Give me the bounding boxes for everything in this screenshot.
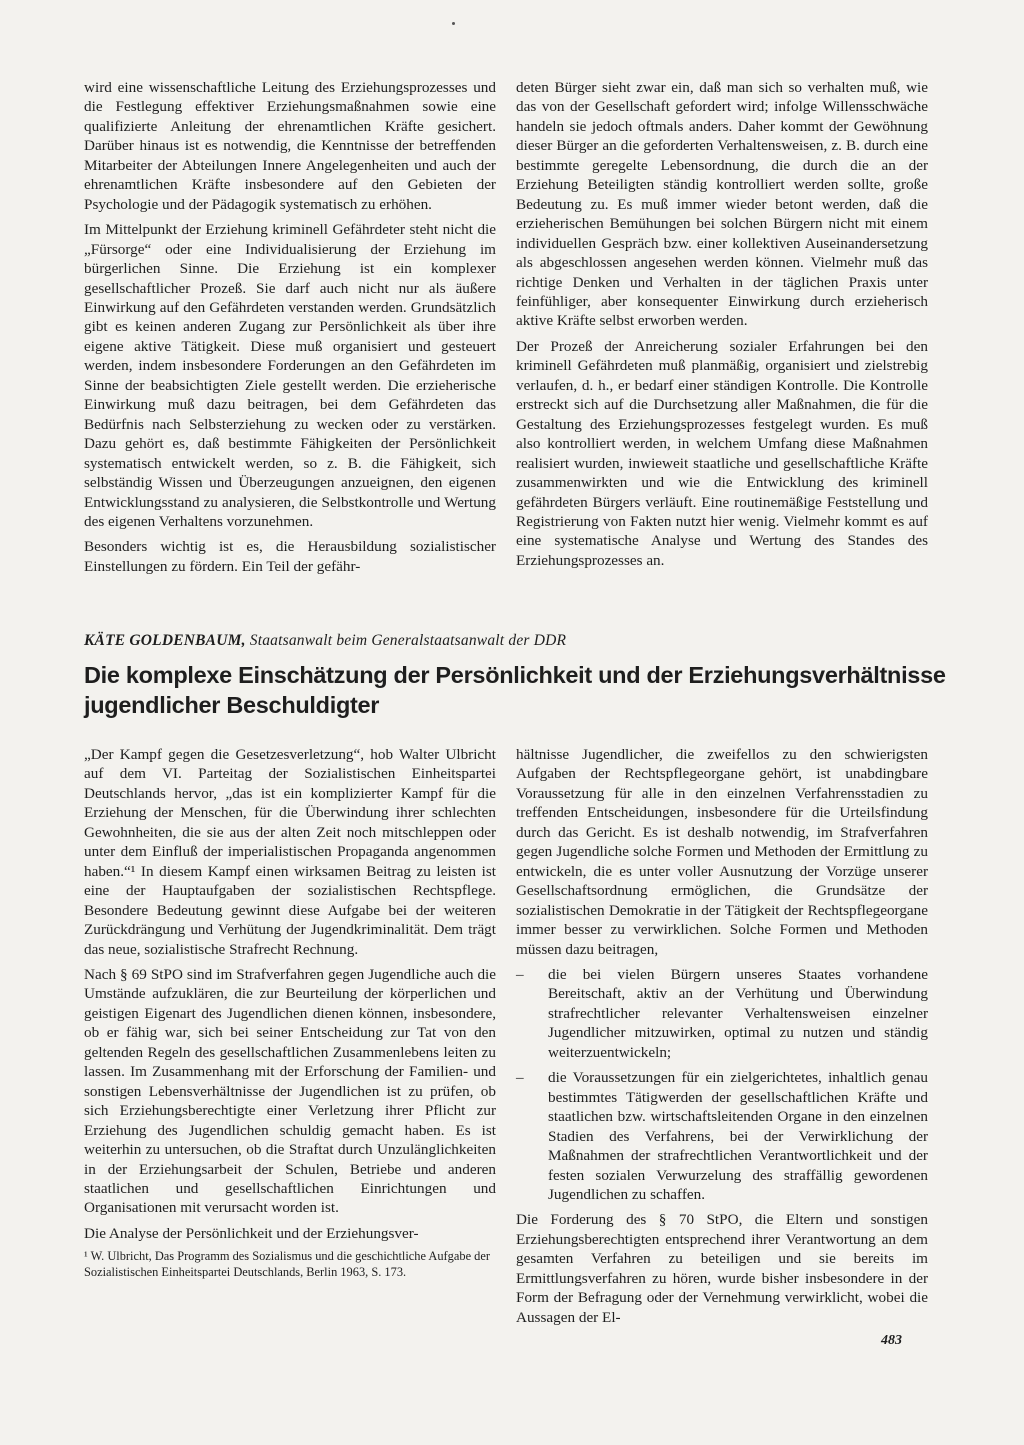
paragraph: „Der Kampf gegen die Gesetzesverletzung“, hob Walter Ulbricht auf dem VI. Parteitag der Sozialistischen Einheitspartei Deutschlands hervor, „das ist ein komplizierter Kampf für die Erziehung der Menschen, für die Überwindung ihrer schlechten Gewohnheiten, die sie aus der alten Zeit noch mitschleppen oder unter dem Einfluß der imperialistischen Propaganda angenommen haben.“¹ In diesem Kampf einen wirksamen Beitrag zu leisten ist eine der Hauptaufgaben der sozialistischen Rechtspflege. Besondere Bedeutung gewinnt diese Aufgabe bei der weiteren Zurückdrängung und Verhütung der Jugendkriminalität. Dem trägt das neue, sozialistische Strafrecht Rechnung. (84, 746, 496, 958)
list-item-text: die bei vielen Bürgern unseres Staates vorhandene Bereitschaft, aktiv an der Verhütung und Überwindung strafrechtlicher relevanter Verhaltensweisen einzelner Jugendlicher mitzuwirken, optimal zu nutzen und ständig weiterzuentwickeln; (548, 965, 928, 1061)
paragraph: Die Forderung des § 70 StPO, die Eltern und sonstigen Erziehungsberechtigten entsprechend ihrer Verantwortung an dem gesamten Verfahren zu beteiligen und sie bereits im Ermittlungsverfahren zu hören, wurde bisher insbesondere in der Form der Befragung oder der Vernehmung verwirklicht, wobei die Aussagen der El- (516, 1211, 928, 1326)
dash-marker: – (516, 1069, 524, 1087)
paragraph: deten Bürger sieht zwar ein, daß man sich so verhalten muß, wie das von der Gesellschaft gefordert wird; infolge Willensschwäche handeln sie jedoch oftmals anders. Daher kommt der Gewöhnung dieser Bürger an die geforderten Verhaltensweisen, z. B. durch eine bestimmte geregelte Lebensordnung, die durch die an der Erziehung Beteiligten ständig kontrolliert werden sollte, große Bedeutung zu. Es muß immer wieder betont werden, daß die erzieherischen Bemühungen bei solchen Bürgern nicht mit einem individuellen Gespräch bzw. einer kollektiven Auseinandersetzung als abgeschlossen angesehen werden können. Vielmehr muß das richtige Denken und Verhalten in der täglichen Praxis unter feinfühliger, aber konsequenter Einwirkung durch erzieherisch aktive Kräfte selbst erworben werden. (516, 79, 928, 330)
page-number: 483 (881, 1333, 902, 1348)
dash-list-item (516, 965, 928, 1062)
list-item-text: die Voraussetzungen für ein zielgerichtetes, inhaltlich genau bestimmtes Tätigwerden der gesellschaftlichen Kräfte und staatlichen bzw. wirtschaftsleitenden Organe in den einzelnen Stadien des Verfahrens, bei der Verwirklichung der Maßnahmen der strafrechtlichen Verantwortlichkeit und der festen sozialen Verwurzelung des straffällig gewordenen Jugendlichen zu schaffen. (548, 1069, 928, 1203)
article-right-column (516, 745, 928, 1333)
article-title: Die komplexe Einschätzung der Persönlichkeit und der Erziehungsverhältnisse jugendlicher Beschuldigter (84, 662, 946, 718)
author-name: KÄTE GOLDENBAUM, (84, 632, 246, 649)
dash-marker: – (516, 965, 524, 983)
top-left-column (84, 78, 496, 582)
paragraph: hältnisse Jugendlicher, die zweifellos zu den schwierigsten Aufgaben der Rechtspflegeorgane gehört, ist unabdingbare Voraussetzung für alle in den einzelnen Verfahrensstadien zu treffenden Entscheidungen, insbesondere für die Urteilsfindung durch das Gericht. Es ist deshalb notwendig, im Strafverfahren gegen Jugendliche solche Formen und Methoden der Ermittlung zu entwickeln, die es unter voller Ausnutzung der Vorzüge unserer Gesellschaftsordnung ermöglichen, die Grundsätze der sozialistischen Demokratie in der Tätigkeit der Rechtspflegeorgane immer besser zu verwirklichen. Solche Formen und Methoden müssen dazu beitragen, (516, 746, 928, 958)
article-byline (84, 632, 944, 650)
top-right-column (516, 78, 928, 576)
article-left-column (84, 745, 496, 1280)
paragraph: Der Prozeß der Anreicherung sozialer Erfahrungen bei den kriminell Gefährdeten muß planmäßig, organisiert und zielstrebig verlaufen, d. h., er bedarf einer ständigen Kontrolle. Die Kontrolle erstreckt sich auf die Durchsetzung aller Maßnahmen, die für die Gestaltung des Erziehungsprozesses festgelegt wurden. Es muß also kontrolliert werden, in welchem Umfang diese Maßnahmen realisiert wurden, inwieweit staatliche und gesellschaftliche Kräfte zusammenwirkten und wie die Entwicklung des kriminell gefährdeten Bürgers verläuft. Eine routinemäßige Feststellung und Registrierung von Fakten nutzt hier wenig. Vielmehr kommt es auf eine systematische Analyse und Wertung des Standes des Erziehungsprozesses an. (516, 337, 928, 569)
author-role: Staatsanwalt beim Generalstaatsanwalt der DDR (249, 632, 567, 649)
dash-list-item (516, 1068, 928, 1204)
paragraph: Nach § 69 StPO sind im Strafverfahren gegen Jugendliche auch die Umstände aufzuklären, die zur Beurteilung der körperlichen und geistigen Eigenart des Jugendlichen dienen können, insbesondere, ob er fähig war, sich bei seiner Entscheidung zur Tat von den geltenden Regeln des gesellschaftlichen Zusammenlebens leiten zu lassen. Im Zusammenhang mit der Erforschung der Familien- und sonstigen Lebensverhältnisse der Jugendlichen ist zu prüfen, ob sich Erziehungsberechtigte einer Verletzung ihrer Pflicht zur Erziehung des Jugendlichen schuldig gemacht haben. Es ist weiterhin zu untersuchen, ob die Straftat durch Unzulänglichkeiten in der Erziehungsarbeit der Schulen, Betriebe und anderen staatlichen und gesellschaftlichen Einrichtungen und Organisationen mit verursacht worden ist. (84, 965, 496, 1217)
paragraph: Besonders wichtig ist es, die Herausbildung sozialistischer Einstellungen zu fördern. Ein Teil der gefähr- (84, 538, 496, 575)
footnote: ¹ W. Ulbricht, Das Programm des Sozialismus und die geschichtliche Aufgabe der Sozialistischen Einheitspartei Deutschlands, Berlin 1963, S. 173. (84, 1249, 490, 1279)
print-speck (452, 22, 455, 25)
paragraph: Im Mittelpunkt der Erziehung kriminell Gefährdeter steht nicht die „Fürsorge“ oder eine Individualisierung der Erziehung im bürgerlichen Sinne. Die Erziehung ist ein komplexer gesellschaftlicher Prozeß. Sie darf auch nicht nur als äußere Einwirkung auf den Gefährdeten verstanden werden. Grundsätzlich gibt es keinen anderen Zugang zur Persönlichkeit als über ihre eigene aktive Tätigkeit. Diese muß organisiert und gesteuert werden, indem insbesondere Forderungen an den Gefährdeten im Sinne der beabsichtigten Ziele gestellt werden. Die erzieherische Einwirkung muß dazu beitragen, bei dem Gefährdeten das Bedürfnis nach Selbsterziehung zu wecken oder zu verstärken. Dazu gehört es, daß bestimmte Fähigkeiten der Persönlichkeit systematisch entwickelt werden, so z. B. die Fähigkeit, sich selbständig Wissen und Überzeugungen anzueignen, den eigenen Entwicklungsstand zu analysieren, die Selbstkontrolle und Wertung des eigenen Verhaltens vorzunehmen. (84, 221, 496, 530)
paragraph: wird eine wissenschaftliche Leitung des Erziehungsprozesses und die Festlegung effektiver Erziehungsmaßnahmen sowie eine qualifizierte Anleitung der ehrenamtlichen Kräfte gesichert. Darüber hinaus ist es notwendig, die Kenntnisse der betreffenden Mitarbeiter der Abteilungen Innere Angelegenheiten und auch der ehrenamtlichen Kräfte insbesondere auf den Gebieten der Psychologie und der Pädagogik systematisch zu erhöhen. (84, 79, 496, 213)
paragraph: Die Analyse der Persönlichkeit und der Erziehungsver- (84, 1224, 419, 1242)
